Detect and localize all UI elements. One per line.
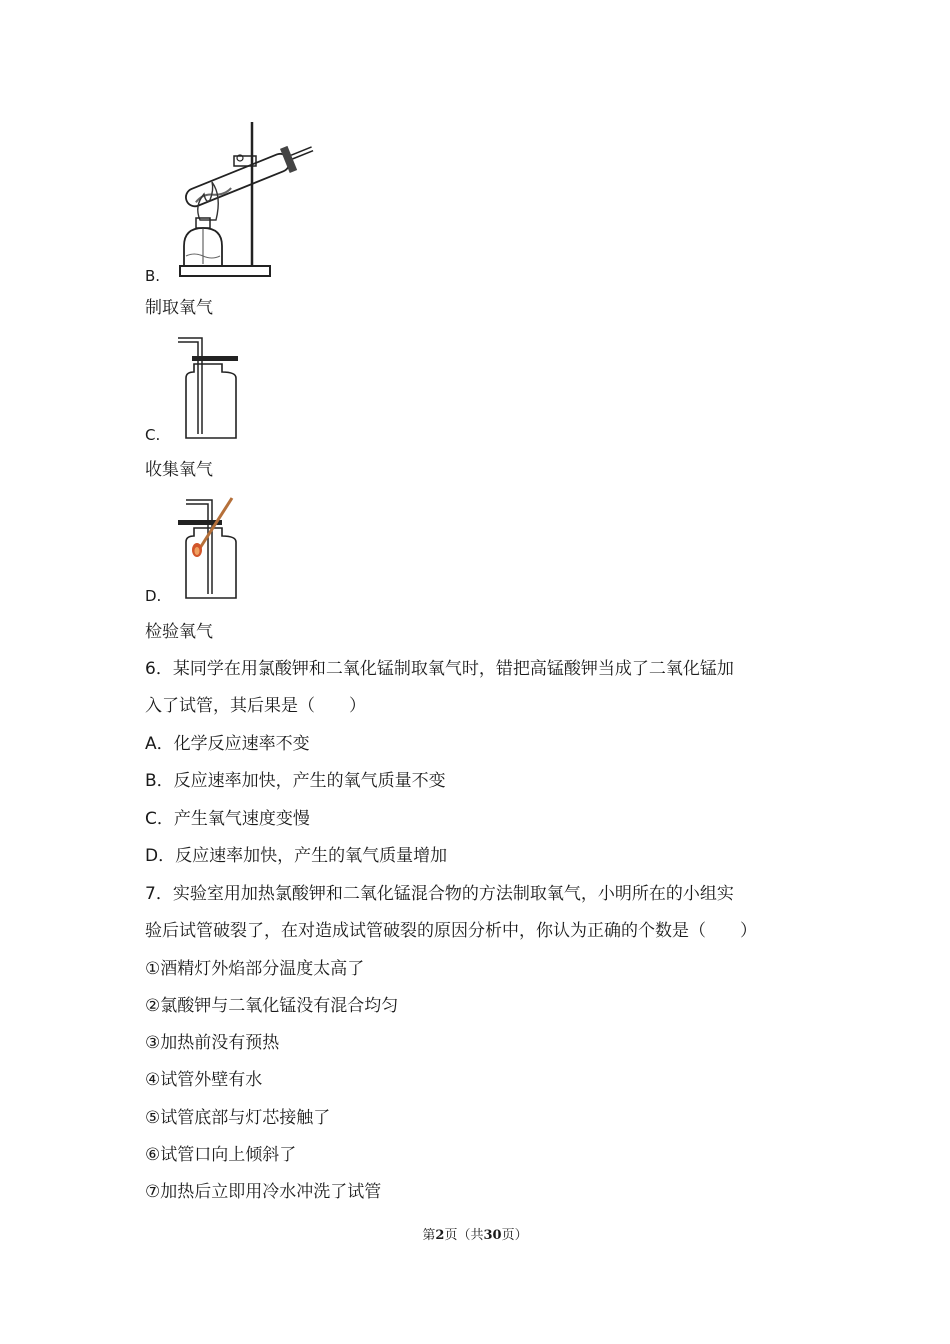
q6-option-d: D．反应速率加快，产生的氧气质量增加: [145, 846, 448, 866]
q7-item-5: ⑤试管底部与灯芯接触了: [145, 1108, 331, 1128]
q7-stem-line2: 验后试管破裂了，在对造成试管破裂的原因分析中，你认为正确的个数是（ ）: [145, 921, 757, 941]
figure-d-caption: 检验氧气: [145, 622, 213, 642]
figure-b-caption: 制取氧气: [145, 298, 213, 318]
q6-option-c: C．产生氧气速度变慢: [145, 809, 310, 829]
q7-item-2: ②氯酸钾与二氧化锰没有混合均匀: [145, 996, 399, 1016]
q7-item-4: ④试管外壁有水: [145, 1070, 263, 1090]
q6-option-b: B．反应速率加快，产生的氧气质量不变: [145, 771, 446, 791]
figure-b-letter: B.: [145, 267, 161, 285]
q7-item-7: ⑦加热后立即用冷水冲洗了试管: [145, 1182, 382, 1202]
q7-item-3: ③加热前没有预热: [145, 1033, 280, 1053]
q6-stem-line2: 入了试管，其后果是（ ）: [145, 696, 366, 716]
footer-mid: 页（共: [444, 1228, 484, 1243]
figure-b-heating-apparatus: [170, 118, 320, 280]
footer-suffix: 页）: [501, 1228, 528, 1243]
q6-option-a: A．化学反应速率不变: [145, 734, 310, 754]
figure-d-testing-bottle: [176, 494, 240, 600]
figure-c-collection-bottle: [176, 334, 240, 440]
page-footer: [0, 1227, 950, 1245]
footer-prefix: 第: [422, 1228, 436, 1243]
figure-d-letter: D.: [145, 587, 162, 605]
figure-c-caption: 收集氧气: [145, 460, 213, 480]
q7-stem-line1: 7．实验室用加热氯酸钾和二氧化锰混合物的方法制取氧气，小明所在的小组实: [145, 884, 734, 904]
q7-item-6: ⑥试管口向上倾斜了: [145, 1145, 297, 1165]
q6-stem-line1: 6．某同学在用氯酸钾和二氧化锰制取氧气时，错把高锰酸钾当成了二氧化锰加: [145, 659, 734, 679]
q7-item-1: ①酒精灯外焰部分温度太高了: [145, 959, 365, 979]
footer-page-number: 2: [435, 1228, 445, 1243]
figure-c-letter: C.: [145, 426, 161, 444]
footer-total-pages: 30: [483, 1228, 502, 1243]
